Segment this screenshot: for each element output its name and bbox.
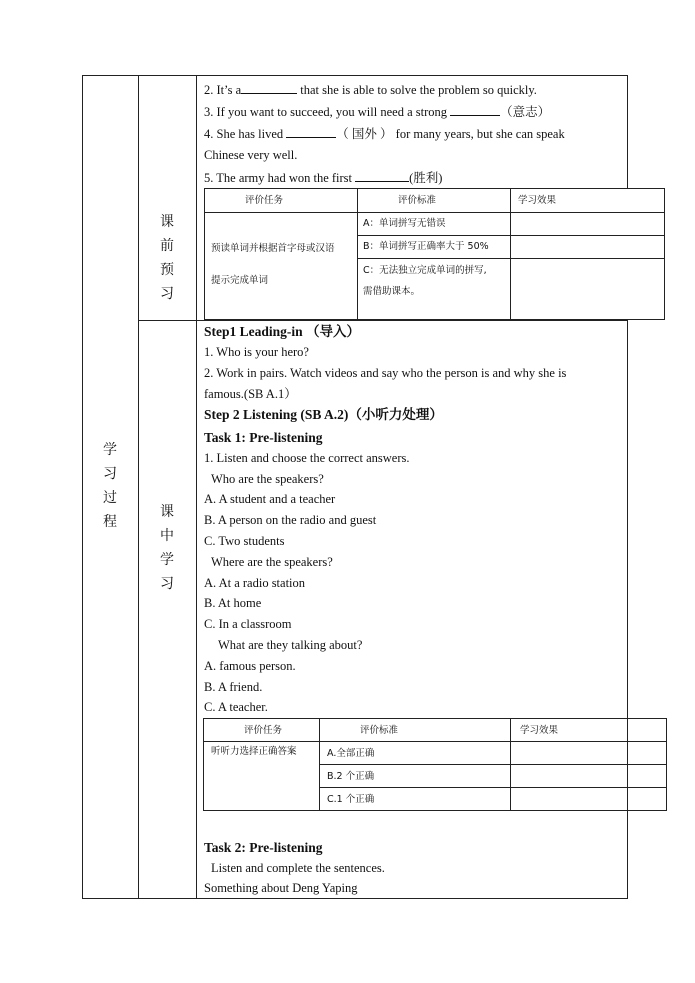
option[interactable]: C. Two students [204,534,285,548]
option[interactable]: A. famous person. [204,659,296,673]
question-4: 4. She has lived （ 国外 ） for many years, but she can speak [204,127,565,141]
question-where: Where are the speakers? [211,555,333,569]
criteria-a: A.全部正确 [327,748,375,759]
option[interactable]: B. A friend. [204,680,263,694]
task-text: 提示完成单词 [211,275,269,286]
option[interactable]: B. A person on the radio and guest [204,513,377,527]
answer-blank[interactable] [355,170,409,182]
outer-label: 学习过程 [103,442,117,530]
question-speakers: Who are the speakers? [211,472,324,486]
option[interactable]: A. At a radio station [204,576,306,590]
header-task: 评价任务 [245,195,284,206]
frame-left [82,75,83,899]
question-4-cont: Chinese very well. [204,148,298,162]
step1-title: Step1 Leading-in （导入） [204,324,361,339]
criteria-b: B：单词拼写正确率大于 50% [363,241,489,252]
option[interactable]: A. A student and a teacher [204,492,336,506]
step1-q1: 1. Who is your hero? [204,345,309,359]
step1-q2-cont: famous.(SB A.1） [204,387,297,401]
header-criteria: 评价标准 [360,725,399,736]
header-criteria: 评价标准 [398,195,437,206]
col-divider-1 [138,75,139,899]
criteria-b: B.2 个正确 [327,771,375,782]
task1-title: Task 1: Pre-listening [204,430,323,445]
task2-title: Task 2: Pre-listening [204,840,323,855]
question-2: 2. It’s a that she is able to solve the problem so quickly. [204,83,537,97]
task-text: 听听力选择正确答案 [211,746,297,757]
question-5: 5. The army had won the first (胜利) [204,171,443,185]
answer-blank[interactable] [241,82,297,94]
frame-top [82,75,628,76]
step1-q2: 2. Work in pairs. Watch videos and say who the person is and why she is [204,366,567,380]
criteria-a: A：单词拼写无错误 [363,218,446,229]
option[interactable]: C. In a classroom [204,617,292,631]
criteria-c: C.1 个正确 [327,794,375,805]
task2-instruction: Listen and complete the sentences. [211,861,385,875]
answer-blank[interactable] [286,126,336,138]
task2-subtitle: Something about Deng Yaping [204,881,358,895]
option[interactable]: B. At home [204,596,262,610]
task-text: 预读单词并根据首字母或汉语 [211,243,335,254]
criteria-c: C：无法独立完成单词的拼写, [363,265,487,276]
frame-bottom [82,898,628,899]
task1-instruction: 1. Listen and choose the correct answers. [204,451,410,465]
frame-right-bottom [627,320,628,899]
frame-right-top [627,75,628,188]
question-about: What are they talking about? [218,638,363,652]
preview-label: 课前预习 [160,214,174,302]
option[interactable]: C. A teacher. [204,700,268,714]
question-3: 3. If you want to succeed, you will need a strong （意志） [204,105,551,119]
header-task: 评价任务 [244,725,283,736]
header-effect: 学习效果 [520,725,559,736]
criteria-c-cont: 需借助课本。 [363,286,421,297]
header-effect: 学习效果 [518,195,557,206]
inclass-label: 课中学习 [160,504,174,592]
answer-blank[interactable] [450,104,500,116]
step2-title: Step 2 Listening (SB A.2)（小听力处理） [204,407,443,422]
section-divider [138,320,628,321]
col-divider-2 [196,75,197,899]
